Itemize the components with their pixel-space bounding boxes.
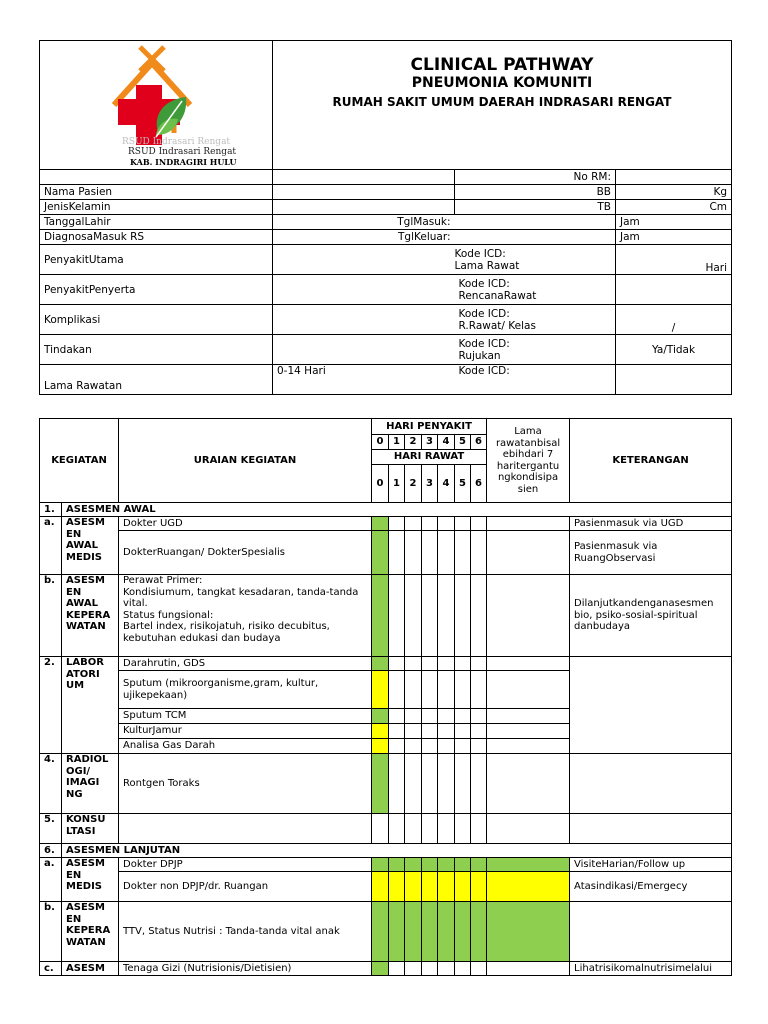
day-cell-green: [372, 962, 389, 976]
empty-cell: [471, 814, 487, 844]
empty-cell: [438, 739, 455, 754]
tenaga-gizi: Tenaga Gizi (Nutrisionis/Dietisien): [119, 962, 372, 976]
empty-cell: [471, 754, 487, 814]
perawat-primer: Perawat Primer: Kondisiumum, tangkat kesadaran, tanda-tanda vital. Status fungsional: Bartel index, risikojatuh, risiko decubitus, kebutuhan edukasi dan budaya: [119, 575, 372, 657]
empty-cell: [405, 709, 422, 724]
empty-cell: [422, 709, 438, 724]
day-cell-green: [389, 858, 405, 872]
kode-icd-4: Kode ICD:: [458, 337, 510, 350]
empty-cell: [422, 671, 438, 709]
day-cell-yellow: [405, 872, 422, 902]
tgl-masuk-label: TglMasuk:: [273, 215, 455, 230]
day-cell-green: [372, 858, 389, 872]
logo-text-2: KAB. INDRAGIRI HULU: [130, 157, 237, 167]
rencana-rawat-label: RencanaRawat: [458, 289, 537, 302]
asesmen-medis: ASESM EN MEDIS: [62, 858, 119, 902]
day-cell-yellow: [389, 872, 405, 902]
empty-cell: [487, 517, 570, 531]
empty-cell: [487, 709, 570, 724]
empty-cell: [455, 517, 471, 531]
hospital-name: RUMAH SAKIT UMUM DAERAH INDRASARI RENGAT: [332, 94, 672, 109]
section-1-number: 1.: [40, 503, 62, 517]
lama-rawat-label: Lama Rawat: [454, 259, 520, 272]
komplikasi-label: Komplikasi: [40, 305, 273, 335]
empty-cell: [405, 531, 422, 575]
hari-rawat-days: 0 1 2 3 4 5 6: [40, 465, 732, 503]
kode-icd-3: Kode ICD:: [458, 307, 510, 320]
tanggal-lahir-label: TanggalLahir: [40, 215, 273, 230]
hari-label: Hari: [616, 245, 732, 275]
ya-tidak-label: Ya/Tidak: [616, 335, 732, 365]
empty-cell: [422, 531, 438, 575]
dokter-non-dpjp: Dokter non DPJP/dr. Ruangan: [119, 872, 372, 902]
table-row: [40, 872, 732, 902]
empty-cell: [455, 575, 471, 657]
bb-label: BB: [455, 185, 616, 200]
sputum: Sputum (mikroorganisme,gram, kultur, ujikepekaan): [119, 671, 372, 709]
empty-cell: [438, 517, 455, 531]
day-cell-green: [455, 902, 471, 962]
kode-icd-5: Kode ICD:: [455, 365, 616, 395]
ket-gizi: Lihatrisikomalnutrisimelalui: [570, 962, 732, 976]
darah-rutin: Darahrutin, GDS: [119, 657, 372, 671]
empty-cell: [422, 517, 438, 531]
ket-non-dpjp: Atasindikasi/Emergecy: [570, 872, 732, 902]
kultur-jamur: KulturJamur: [119, 724, 372, 739]
section-6-label: ASESMEN LANJUTAN: [62, 844, 732, 858]
table-row: b. ASESM EN KEPERA WATAN TTV, Status Nutrisi : Tanda-tanda vital anak: [40, 902, 732, 962]
empty-cell: [438, 724, 455, 739]
table-row: a. ASESM EN AWAL MEDIS Dokter UGD Pasienmasuk via UGD: [40, 517, 732, 531]
empty-cell: [487, 575, 570, 657]
asesmen-c: ASESM: [62, 962, 119, 976]
dokter-ugd: Dokter UGD: [119, 517, 372, 531]
empty-cell: [438, 962, 455, 976]
table-row: 5. KONSU LTASI: [40, 814, 732, 844]
konsultasi: KONSU LTASI: [62, 814, 119, 844]
day-cell-green: [422, 858, 438, 872]
empty-cell: [405, 575, 422, 657]
empty-cell: [389, 962, 405, 976]
empty-cell: [405, 517, 422, 531]
empty-cell: [487, 724, 570, 739]
table-row: 2. LABOR ATORI UM Darahrutin, GDS: [40, 657, 732, 671]
kode-icd-2: Kode ICD:: [458, 277, 510, 290]
day-cell-green: [372, 902, 389, 962]
empty-cell: [422, 657, 438, 671]
empty-cell: [487, 657, 570, 671]
kelas-slash: /: [616, 305, 732, 335]
table-row: a. ASESM EN MEDIS Dokter DPJP VisiteHarian/Follow up: [40, 858, 732, 872]
rujukan-label: Rujukan: [458, 349, 501, 362]
ket-ugd: Pasienmasuk via UGD: [570, 517, 732, 531]
ket-ruang: Pasienmasuk via RuangObservasi: [570, 531, 732, 575]
day-cell-green: [438, 902, 455, 962]
day-cell-green: [422, 902, 438, 962]
empty-cell: [422, 754, 438, 814]
title-cell: [273, 41, 732, 170]
day-cell-green: [487, 902, 570, 962]
empty-cell: [487, 962, 570, 976]
day-cell-green: [405, 902, 422, 962]
analisa-gas-darah: Analisa Gas Darah: [119, 739, 372, 754]
empty-cell: [389, 657, 405, 671]
no-rm-label: No RM:: [455, 170, 616, 185]
lama-rawatan-label: Lama Rawatan: [40, 365, 273, 395]
empty-cell: [438, 754, 455, 814]
logo-shadow-text: RSUD Indrasari Rengat: [122, 137, 231, 147]
empty-cell: [455, 671, 471, 709]
table-row: [40, 531, 732, 575]
ket-perawat: Dilanjutkandenganasesmen bio, psiko-sosial-spiritual danbudaya: [570, 575, 732, 657]
hari-penyakit-header: HARI PENYAKIT: [372, 419, 487, 435]
empty-cell: [422, 739, 438, 754]
empty-cell: [438, 657, 455, 671]
tgl-keluar-label: TglKeluar:: [273, 230, 455, 245]
empty-cell: [405, 814, 422, 844]
day-cell-green: [471, 858, 487, 872]
day-cell-yellow: [422, 872, 438, 902]
empty-cell: [455, 962, 471, 976]
day-cell-green: [405, 858, 422, 872]
empty-cell: [372, 814, 389, 844]
empty-cell: [471, 531, 487, 575]
empty-cell: [487, 671, 570, 709]
empty-cell: [405, 724, 422, 739]
empty-cell: [455, 739, 471, 754]
day-cell-yellow: [438, 872, 455, 902]
empty-cell: [455, 754, 471, 814]
penyakit-penyerta-label: PenyakitPenyerta: [40, 275, 273, 305]
section-6-number: 6.: [40, 844, 62, 858]
asesmen-keperawatan: ASESM EN KEPERA WATAN: [62, 902, 119, 962]
sputum-tcm: Sputum TCM: [119, 709, 372, 724]
empty-cell: [455, 709, 471, 724]
empty-cell: [471, 657, 487, 671]
tindakan-label: Tindakan: [40, 335, 273, 365]
day-cell-green: [471, 902, 487, 962]
empty-cell: [422, 724, 438, 739]
nama-pasien-label: Nama Pasien: [40, 185, 273, 200]
day-cell-green: [455, 858, 471, 872]
logo-cell: [40, 41, 273, 170]
day-cell-green: [389, 902, 405, 962]
empty-cell: [471, 517, 487, 531]
empty-cell: [471, 724, 487, 739]
empty-cell: [405, 671, 422, 709]
col-uraian: URAIAN KEGIATAN: [119, 419, 372, 503]
day-cell-green: [487, 858, 570, 872]
page-title: CLINICAL PATHWAY: [410, 54, 594, 75]
empty-cell: [487, 814, 570, 844]
day-cell-yellow: [471, 872, 487, 902]
empty-cell: [389, 814, 405, 844]
tb-label: TB: [455, 200, 616, 215]
pathway-table: [39, 418, 732, 976]
empty-cell: [455, 814, 471, 844]
empty-cell: [438, 709, 455, 724]
empty-cell: [422, 962, 438, 976]
hari-penyakit-days: 0 1 2 3 4 5 6: [40, 435, 732, 450]
empty-cell: [389, 531, 405, 575]
empty-cell: [487, 754, 570, 814]
empty-cell: [422, 575, 438, 657]
table-row: c. ASESM Tenaga Gizi (Nutrisionis/Dietisien) Lihatrisikomalnutrisimelalui: [40, 962, 732, 976]
empty-cell: [438, 575, 455, 657]
empty-cell: [438, 531, 455, 575]
empty-cell: [455, 724, 471, 739]
kg-label: Kg: [616, 185, 732, 200]
empty-cell: [471, 671, 487, 709]
cm-label: Cm: [616, 200, 732, 215]
empty-cell: [471, 739, 487, 754]
empty-cell: [471, 709, 487, 724]
table-row: b. ASESM EN AWAL KEPERA WATAN Perawat Primer: Kondisiumum, tangkat kesadaran, tanda-tanda vital. Status fungsional: Bartel index, risikojatuh, risiko decubitus, kebutuhan edukasi dan budaya Dilanjutkandenganasesmen bio, psiko-sosial-spiritual danbudaya: [40, 575, 732, 657]
section-1-label: ASESMEN AWAL: [62, 503, 732, 517]
hari-rawat-header: HARI RAWAT: [372, 450, 487, 465]
empty-cell: [389, 709, 405, 724]
page-subtitle: PNEUMONIA KOMUNITI: [411, 74, 593, 91]
empty-cell: [389, 517, 405, 531]
laboratorium: LABOR ATORI UM: [62, 657, 119, 754]
empty-cell: [487, 531, 570, 575]
asesmen-awal-medis: ASESM EN AWAL MEDIS: [62, 517, 119, 575]
radiologi: RADIOL OGI/ IMAGI NG: [62, 754, 119, 814]
col-kegiatan: KEGIATAN: [40, 419, 119, 503]
empty-cell: [405, 739, 422, 754]
empty-cell: [389, 739, 405, 754]
asesmen-awal-keperawatan: ASESM EN AWAL KEPERA WATAN: [62, 575, 119, 657]
lama-rawatan-note: Lama rawatanbisal ebihdari 7 haritergantu ngkondisipa sien: [487, 419, 570, 503]
diagnosa-label: DiagnosaMasuk RS: [40, 230, 273, 245]
ttv-status-nutrisi: TTV, Status Nutrisi : Tanda-tanda vital anak: [119, 902, 372, 962]
jam-label-1: Jam: [616, 215, 732, 230]
empty-cell: [389, 754, 405, 814]
empty-cell: [405, 962, 422, 976]
patient-info-table: [39, 40, 732, 395]
empty-cell: [438, 814, 455, 844]
rawat-kelas-label: R.Rawat/ Kelas: [458, 319, 536, 332]
empty-cell: [405, 754, 422, 814]
dokter-ruangan: DokterRuangan/ DokterSpesialis: [119, 531, 372, 575]
day-cell-yellow: [372, 872, 389, 902]
dokter-dpjp: Dokter DPJP: [119, 858, 372, 872]
rontgen-toraks: Rontgen Toraks: [119, 754, 372, 814]
empty-cell: [389, 724, 405, 739]
logo-text-1: RSUD Indrasari Rengat: [128, 147, 237, 157]
empty-cell: [389, 575, 405, 657]
hospital-logo: [40, 41, 272, 169]
empty-cell: [455, 657, 471, 671]
empty-cell: [389, 671, 405, 709]
empty-cell: [422, 814, 438, 844]
table-row: 4. RADIOL OGI/ IMAGI NG Rontgen Toraks: [40, 754, 732, 814]
hari-range: 0-14 Hari: [273, 365, 455, 395]
kode-icd-1: Kode ICD:: [454, 247, 506, 260]
ket-dpjp: VisiteHarian/Follow up: [570, 858, 732, 872]
jenis-kelamin-label: JenisKelamin: [40, 200, 273, 215]
jam-label-2: Jam: [616, 230, 732, 245]
empty-cell: [405, 657, 422, 671]
col-keterangan: KETERANGAN: [570, 419, 732, 503]
penyakit-utama-label: PenyakitUtama: [40, 245, 273, 275]
empty-cell: [487, 739, 570, 754]
empty-cell: [471, 962, 487, 976]
day-cell-yellow: [455, 872, 471, 902]
empty-cell: [438, 671, 455, 709]
empty-cell: [471, 575, 487, 657]
day-cell-yellow: [487, 872, 570, 902]
empty-cell: [455, 531, 471, 575]
day-cell-green: [438, 858, 455, 872]
